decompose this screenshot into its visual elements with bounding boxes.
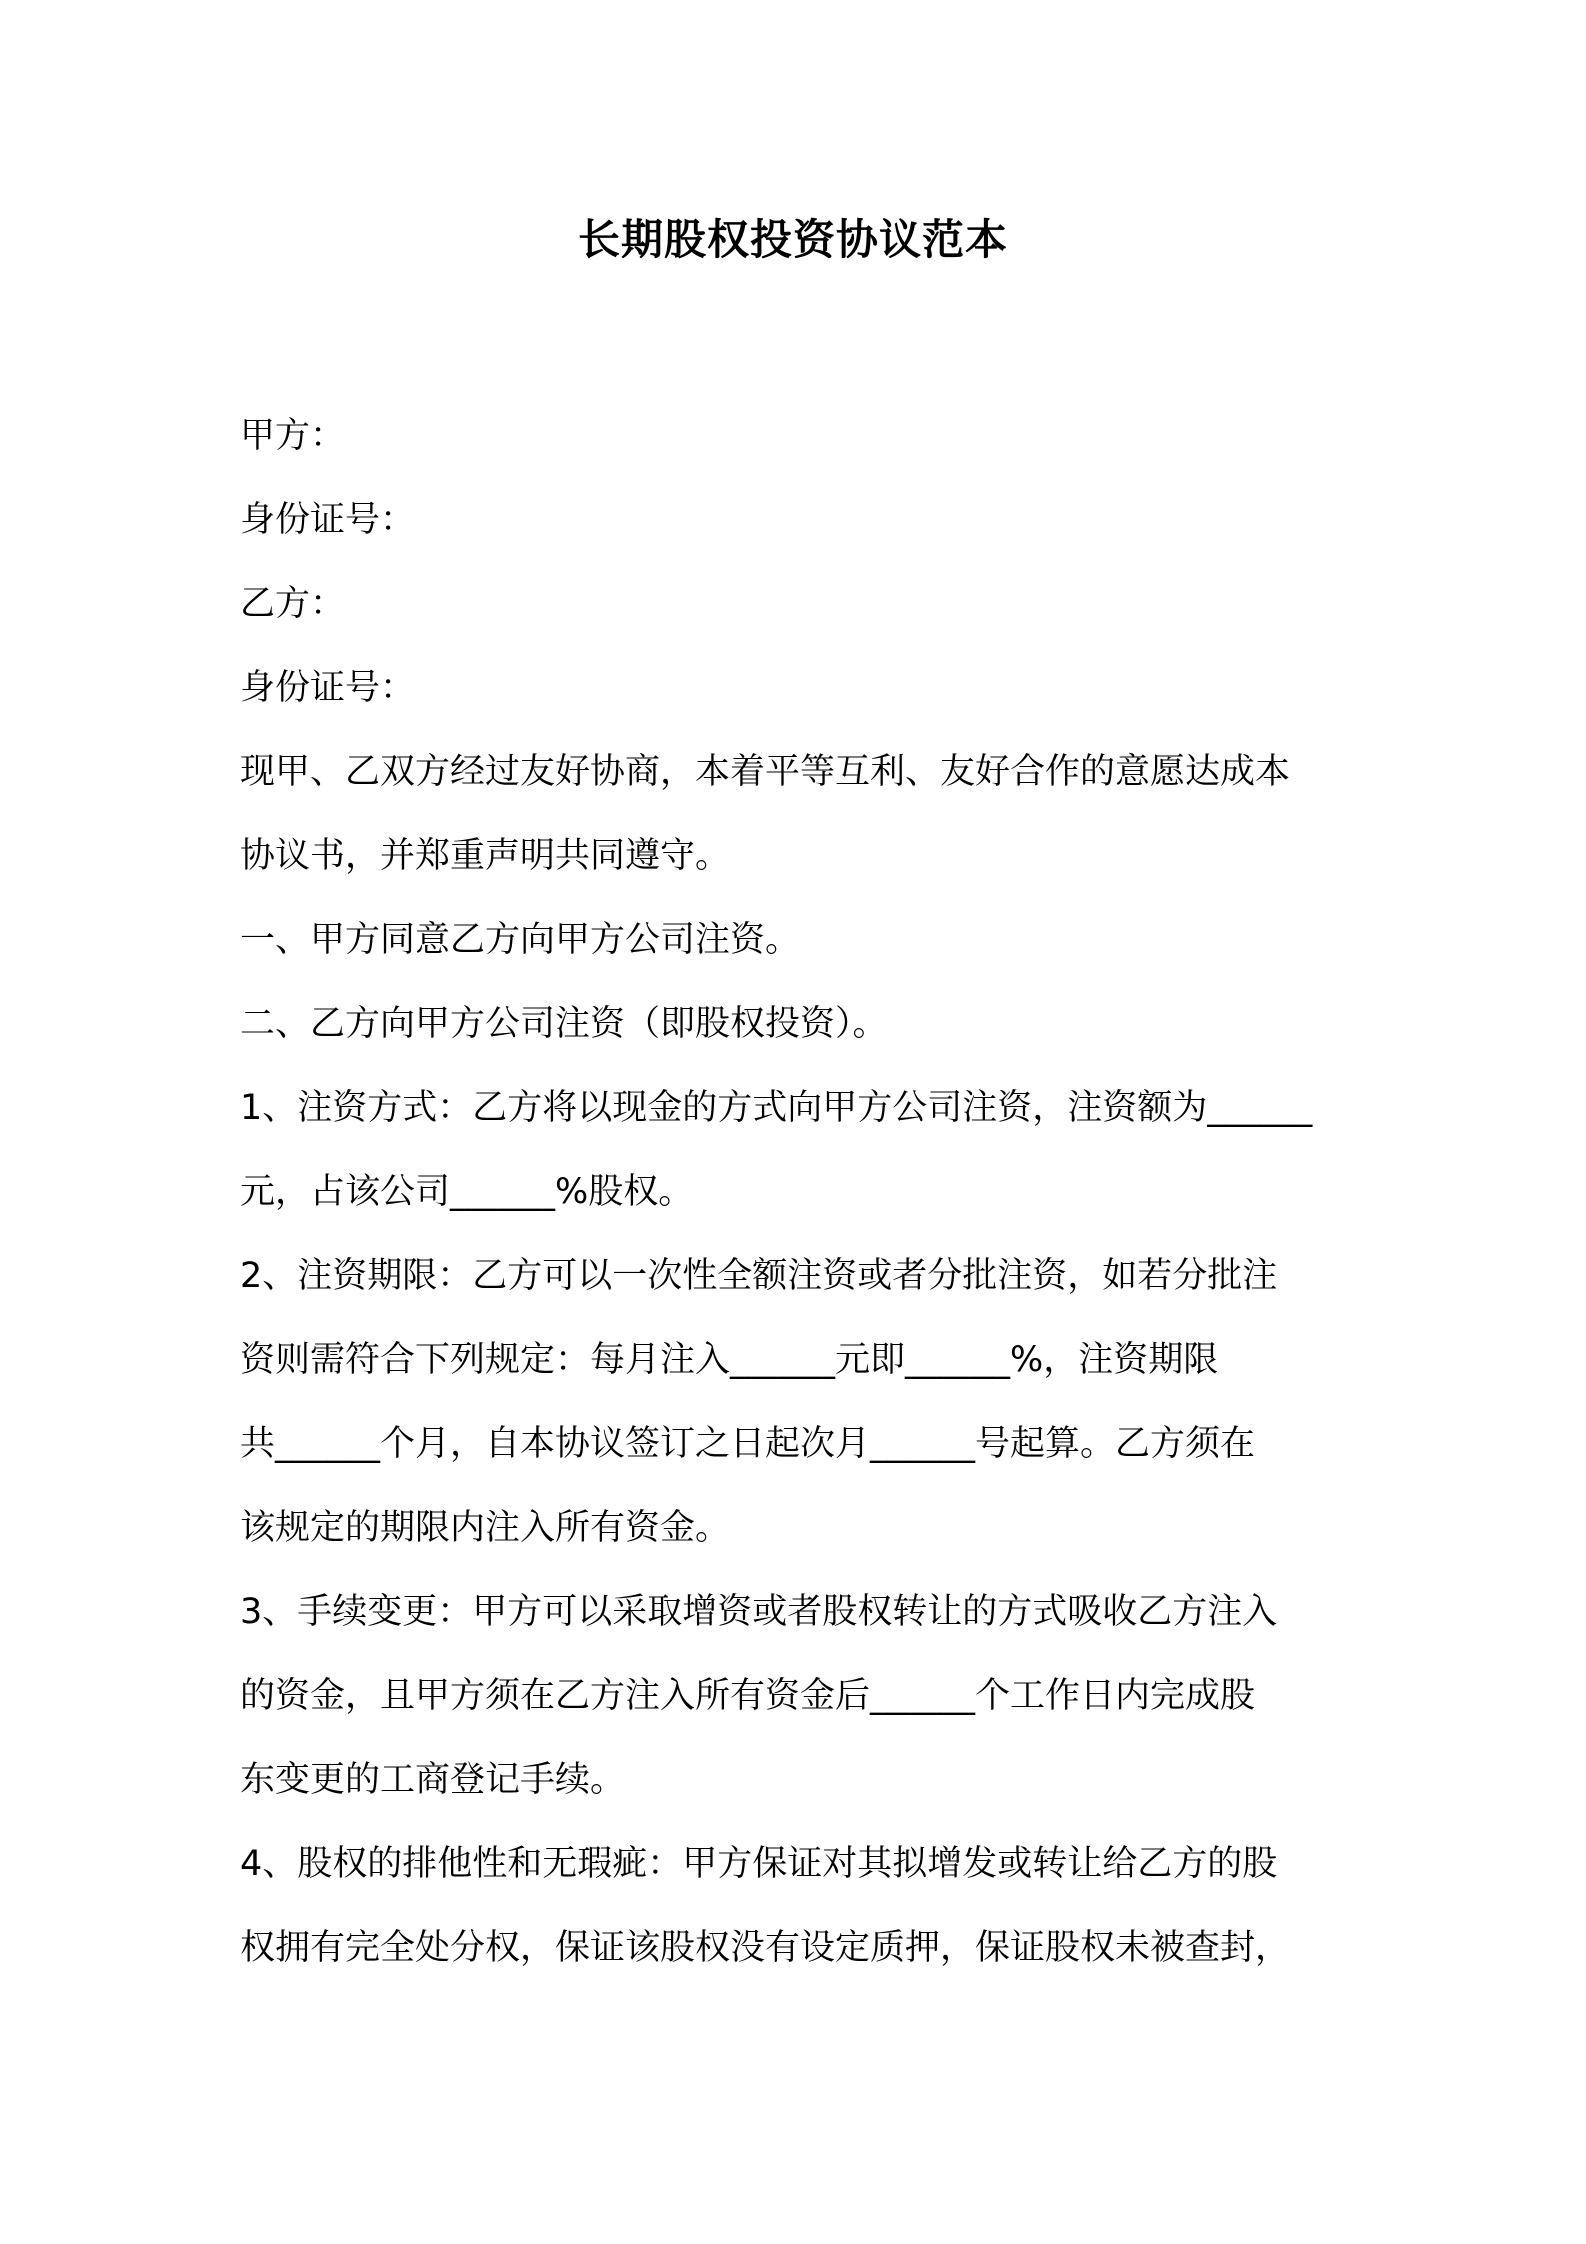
item-2-line-4: 该规定的期限内注入所有资金。	[240, 1508, 731, 1548]
clause-1-heading: 一、甲方同意乙方向甲方公司注资。	[240, 920, 801, 960]
item-4-line-2: 权拥有完全处分权，保证该股权没有设定质押，保证股权未被查封，	[240, 1928, 1291, 1968]
item-3-line-3: 东变更的工商登记手续。	[240, 1760, 626, 1800]
item-2-line-2: 资则需符合下列规定：每月注入______元即______%，注资期限	[240, 1340, 1219, 1380]
document-title: 长期股权投资协议范本	[577, 215, 1008, 264]
item-1-line-2: 元，占该公司______%股权。	[240, 1172, 694, 1212]
item-4-line-1: 4、股权的排他性和无瑕疵：甲方保证对其拟增发或转让给乙方的股	[240, 1844, 1278, 1884]
item-3-line-2: 的资金，且甲方须在乙方注入所有资金后______个工作日内完成股	[240, 1676, 1256, 1716]
party-b-line: 乙方：	[240, 584, 346, 624]
item-2-line-1: 2、注资期限：乙方可以一次性全额注资或者分批注资，如若分批注	[240, 1256, 1278, 1296]
intro-line-2: 协议书，并郑重声明共同遵守。	[240, 836, 731, 876]
party-a-line: 甲方：	[240, 416, 346, 456]
intro-line-1: 现甲、乙双方经过友好协商，本着平等互利、友好合作的意愿达成本	[240, 752, 1291, 792]
item-3-line-1: 3、手续变更：甲方可以采取增资或者股权转让的方式吸收乙方注入	[240, 1592, 1278, 1632]
item-1-line-1: 1、注资方式：乙方将以现金的方式向甲方公司注资，注资额为______	[240, 1088, 1313, 1128]
party-b-id-line: 身份证号：	[240, 668, 416, 708]
clause-2-heading: 二、乙方向甲方公司注资（即股权投资）。	[240, 1004, 888, 1044]
party-a-id-line: 身份证号：	[240, 500, 416, 540]
item-2-line-3: 共______个月，自本协议签订之日起次月______号起算。乙方须在	[240, 1424, 1256, 1464]
